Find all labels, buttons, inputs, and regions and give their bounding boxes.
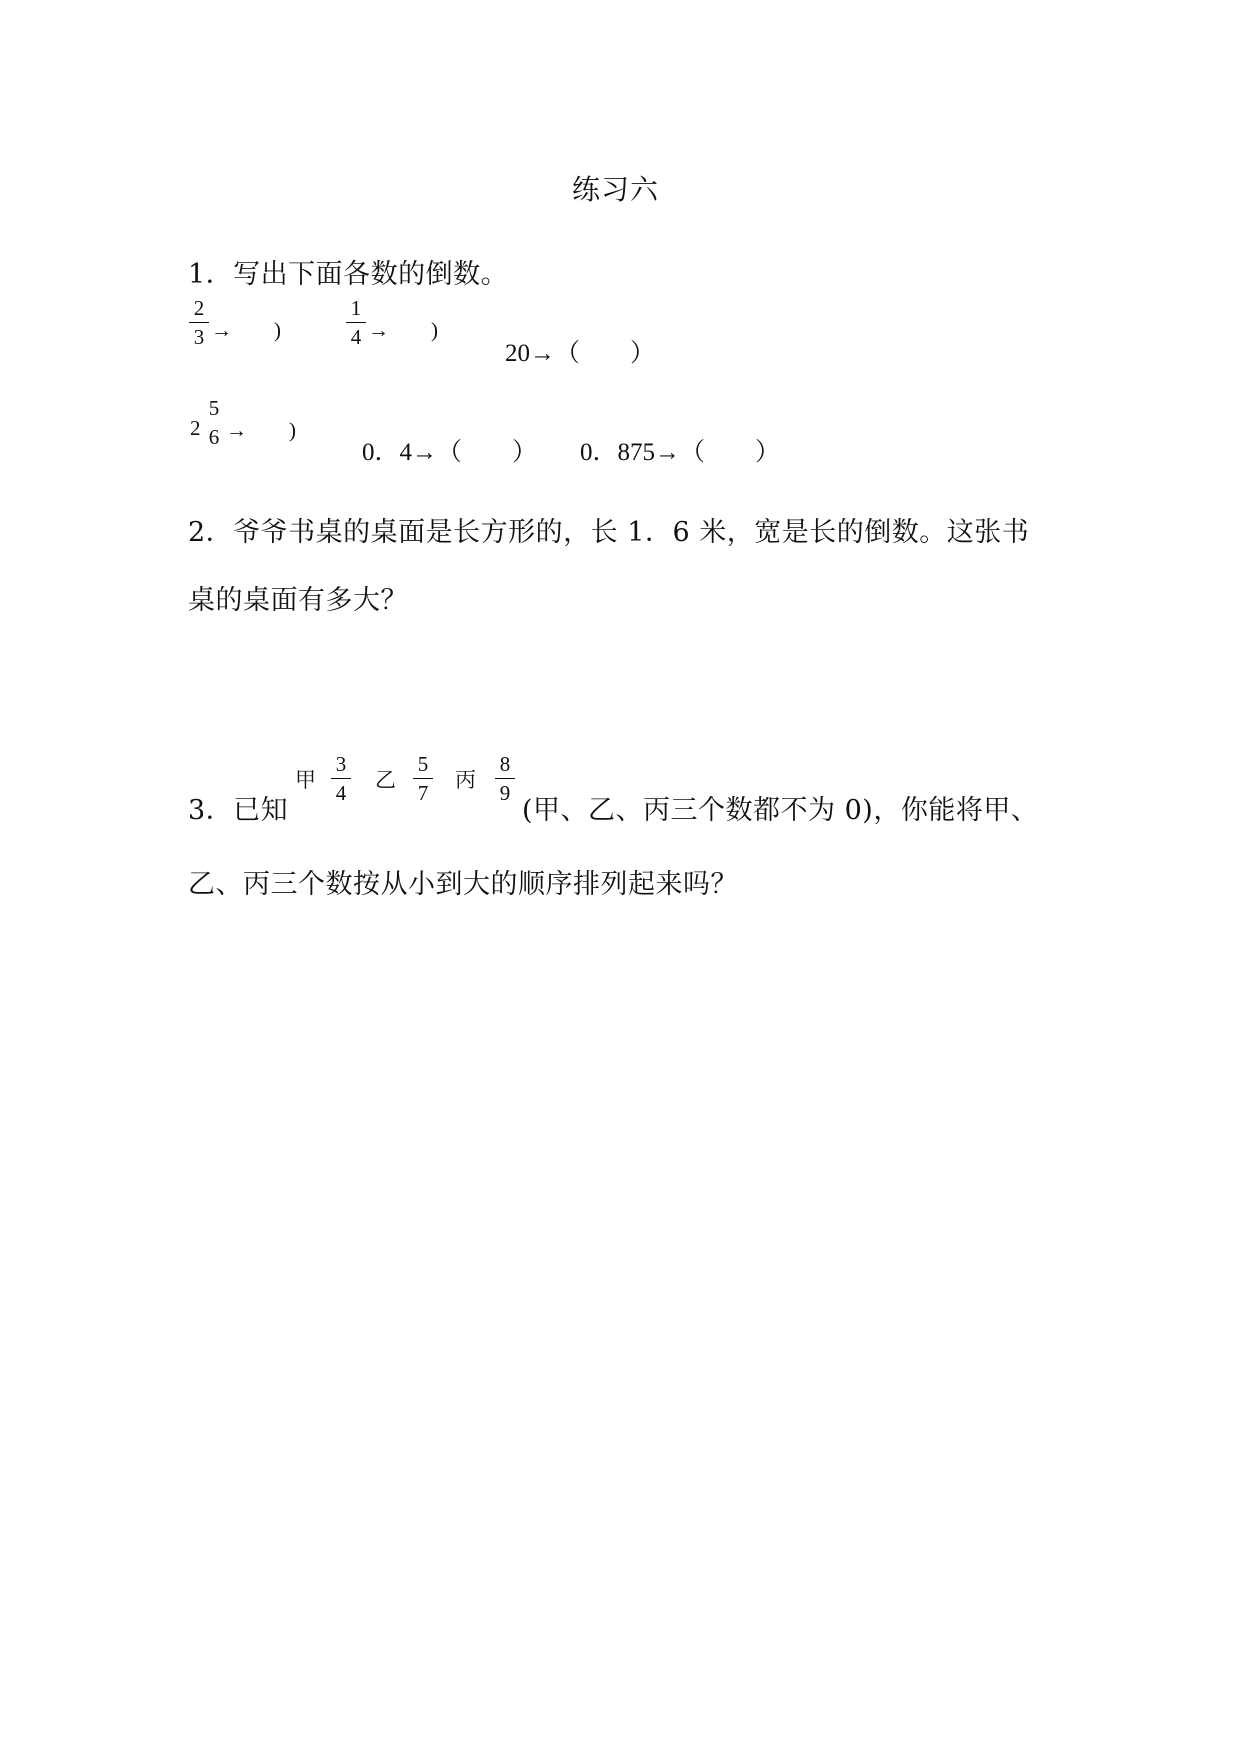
label-yi: 乙	[375, 768, 396, 792]
question-3-lead: 3．已知	[188, 795, 289, 826]
fraction-3-4	[330, 754, 352, 804]
fraction-bar	[346, 322, 366, 323]
fraction-denominator: 4	[335, 781, 347, 805]
fraction-numerator: 5	[417, 752, 429, 776]
fraction-numerator: 1	[350, 296, 362, 320]
question-2-line-1: 2．爷爷书桌的桌面是长方形的，长 1．6 米，宽是长的倒数。这张书	[188, 517, 1030, 548]
question-1-prompt: 1．写出下面各数的倒数。	[188, 259, 509, 290]
label-jia: 甲	[295, 768, 316, 792]
answer-blank-1[interactable]: → )	[211, 318, 281, 342]
fraction-numerator: 2	[193, 296, 205, 320]
fraction-denominator: 7	[417, 781, 429, 805]
question-3-rest: (甲、乙、丙三个数都不为 0)，你能将甲、	[522, 795, 1039, 826]
fraction-1-4	[345, 298, 367, 348]
fraction-denominator: 4	[350, 325, 362, 349]
page-title: 练习六	[572, 173, 660, 206]
fraction-denominator: 6	[208, 425, 220, 449]
answer-blank-6[interactable]: 0．875→（ ）	[580, 439, 781, 466]
answer-blank-5[interactable]: 0．4→（ ）	[362, 439, 538, 466]
question-2-line-2: 桌的桌面有多大？	[188, 585, 408, 616]
question-3-line-2: 乙、丙三个数按从小到大的顺序排列起来吗？	[188, 869, 738, 900]
fraction-bar	[413, 778, 433, 779]
fraction-8-9	[494, 754, 516, 804]
fraction-denominator: 3	[193, 325, 205, 349]
fraction-bar	[331, 778, 351, 779]
fraction-denominator: 9	[499, 781, 511, 805]
fraction-numerator: 3	[335, 752, 347, 776]
fraction-numerator: 5	[208, 396, 220, 420]
fraction-2-3	[188, 298, 210, 348]
answer-blank-3[interactable]: 20→（ ）	[505, 340, 656, 367]
fraction-bar	[495, 778, 515, 779]
answer-blank-4[interactable]: → )	[226, 418, 296, 442]
fraction-5-7	[412, 754, 434, 804]
fraction-bar	[204, 422, 224, 423]
fraction-5-6	[203, 398, 225, 448]
fraction-bar	[189, 322, 209, 323]
label-bing: 丙	[455, 768, 476, 792]
fraction-numerator: 8	[499, 752, 511, 776]
mixed-number-whole: 2	[190, 416, 201, 440]
answer-blank-2[interactable]: → )	[368, 318, 438, 342]
